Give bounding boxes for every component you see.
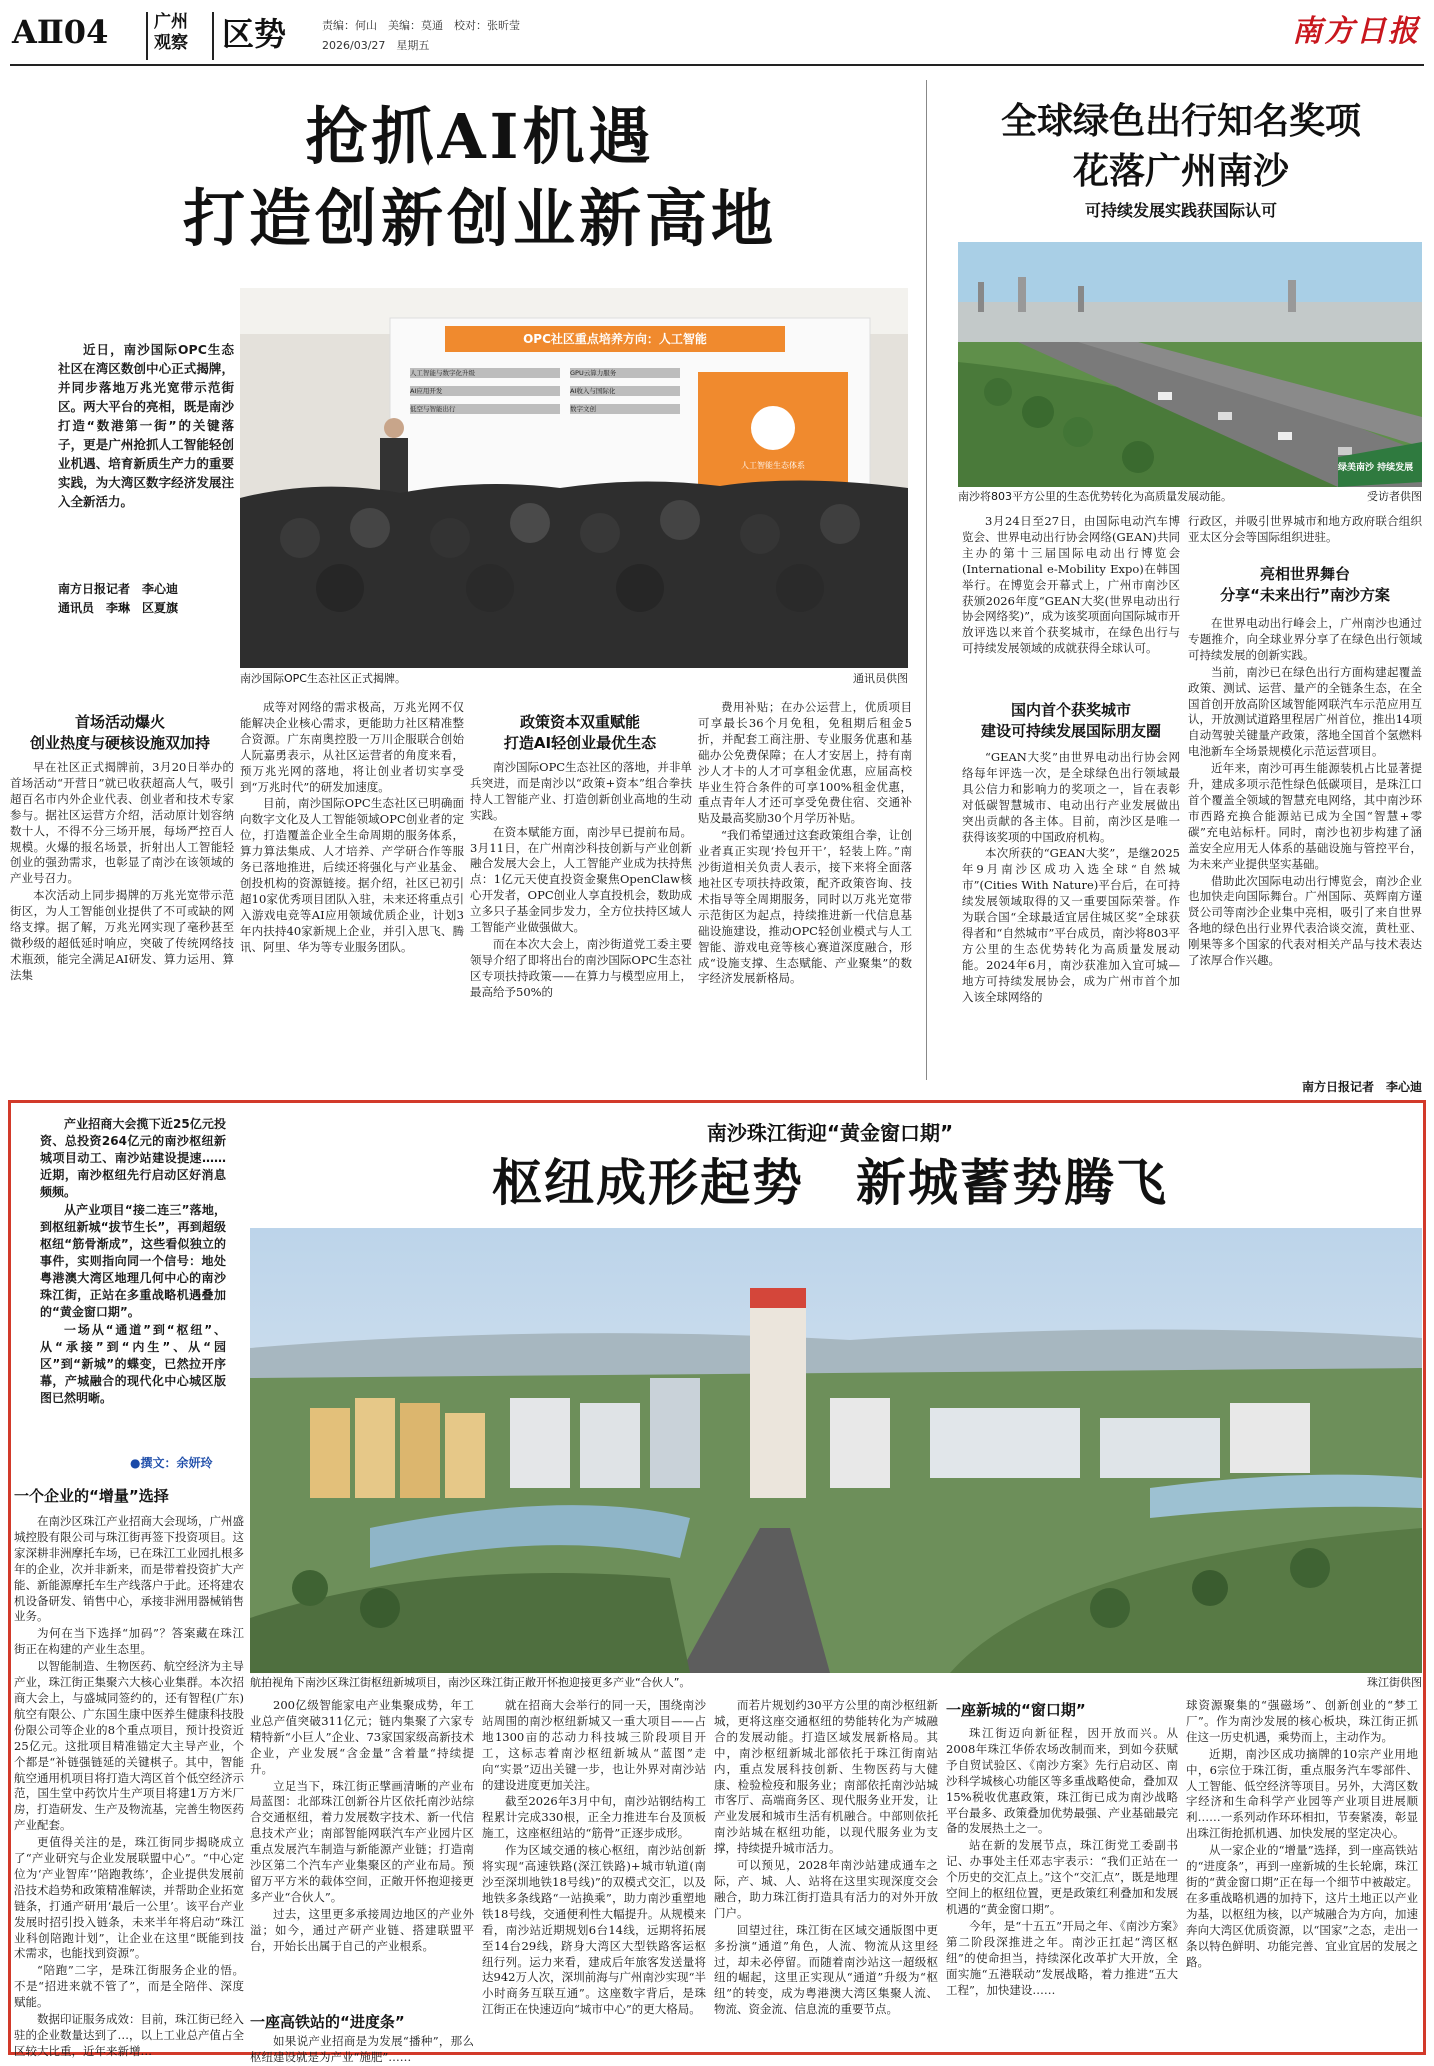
right-col1-subhead-line2: 建设可持续发展国际朋友圈 <box>980 722 1161 740</box>
right-col1-body-a <box>962 514 1180 688</box>
section-label-line2: 观察 <box>154 33 188 53</box>
sign-item: 低空与智能出行 <box>410 405 456 413</box>
paragraph: “GEAN大奖”由世界电动出行协会网络每年评选一次，是全球绿色出行领域最具公信力和影响力的奖项之一，旨在表彰对低碳智慧城市、电动出行产业发展做出突出贡献的各主体。目前，南沙区是唯一获得该奖项的中国政府机构。 <box>962 750 1180 844</box>
lead-headline <box>20 96 940 260</box>
right-col2-subhead-line2: 分享“未来出行”南沙方案 <box>1220 586 1390 604</box>
bottom-photo-caption <box>250 1676 1422 1690</box>
credits: 责编：何山 美编：莫通 校对：张昕莹 <box>322 19 520 32</box>
right-col2-body-b <box>1188 616 1422 1056</box>
paragraph: 立足当下，珠江街正擘画清晰的产业布局蓝图：北部珠江创新谷片区依托南沙站综合交通枢纽，着力发展数字技术、新一代信息技术产业；南部智能网联汽车产业园片区重点发展汽车制造与新能源产业链；打造南沙区第二个汽车产业集聚区的产业布局。预留万平方米的载体空间，正敞开怀抱迎接更多产业“合伙人”。 <box>250 1778 474 1904</box>
bottom-photo-scene <box>250 1228 1422 1673</box>
right-photo-sign: 绿美南沙 持续发展 <box>1338 463 1414 473</box>
masthead-rule <box>10 64 1424 66</box>
right-byline: 南方日报记者 李心迪 <box>1301 1080 1422 1094</box>
bottom-col2-body-b <box>250 2034 474 2064</box>
right-col2-body-a <box>1188 514 1422 554</box>
lead-photo-caption <box>240 672 908 686</box>
paragraph: 珠江街迈向新征程，因开放而兴。从2008年珠江华侨农场改制而来，到如今获赋予自贸试验区、《南沙方案》先行启动区、南沙科学城核心功能区等多重战略使命，叠加双15%税收优惠政策，珠江街已成为南沙战略平台最多、政策叠加优势最强、产业基础最完备的发展热土之一。 <box>946 1726 1178 1836</box>
paragraph: 数据印证服务成效：目前，珠江街已经入驻的企业数量达到了…，以上工业总产值占全区较大比重，近年来新增… <box>14 2012 244 2058</box>
masthead-divider-1 <box>146 12 148 60</box>
lead-col3-body <box>470 760 692 1100</box>
right-headline-line2: 花落广州南沙 <box>1072 150 1289 192</box>
paragraph: 更值得关注的是，珠江街同步揭晓成立了“产业研究与企业发展联盟中心”。“中心定位为‘产业智库’‘陪跑教练’，企业提供发展前沿技术趋势和政策精准解读，并帮助企业拓宽链条，打通产研用‘最后一公里’。该平台产业发展时招引投入链条，未来半年将启动“珠江业科创陪跑计划”，让企业在这里“既能到技术需求，也能找到资源”。 <box>14 1835 244 1961</box>
sign-item: 数字文创 <box>570 405 596 413</box>
lead-col1-subhead <box>10 712 230 754</box>
paragraph: 3月24日至27日，由国际电动汽车博览会、世界电动出行协会网络(GEAN)共同主办的第十三届国际电动出行博览会(International e-Mobility Expo)在韩国举行。在博览会开幕式上，广州市南沙区获颁2026年度“GEAN大奖(世界电动出行协会网络奖)”，成为该奖项面向国际城市开放评选以来首个获奖城市，在绿色出行与可持续发展领域的成就获得全球认可。 <box>962 514 1180 656</box>
right-photo-scene <box>958 242 1422 487</box>
right-subtitle: 可持续发展实践获国际认可 <box>1084 201 1277 220</box>
right-col2-subhead-line1: 亮相世界舞台 <box>1259 565 1350 583</box>
paragraph: 以智能制造、生物医药、航空经济为主导产业，珠江街正集聚六大核心业集群。本次招商大会上，与盛城同签约的，还有智程(广东)航空有限公、广东国生康中医养生健康科技股份限公司等企业的8个重点项目，预计投资近25亿元。这批项目精准锚定大主导产业，个个都是“补链强链延的关键棋子。其中，智能航空通用机项目将打造大湾区首个低空经济示范，国生堂中药饮片生产项目将建1万方米厂房，打造研发、生产及物流基，完善生物医药产业配套。 <box>14 1659 244 1833</box>
masthead-divider-2 <box>212 12 214 60</box>
column-separator <box>926 80 927 1080</box>
paragraph: 站在新的发展节点，珠江街党工委副书记、办事处主任邓志宇表示：“我们正站在一个历史的交汇点上。”这个“交汇点”，既是地理空间上的枢纽位置，更是政策红利叠加和发展机遇的“黄金窗口期”。 <box>946 1838 1178 1916</box>
lead-col1-subhead-line1: 首场活动爆火 <box>74 713 165 731</box>
lead-headline-line2: 打造创新创业新高地 <box>182 182 777 255</box>
sign-item: AI收入与国际化 <box>570 387 616 395</box>
bottom-col1-body <box>14 1514 244 2058</box>
section-label-line1: 广州 <box>154 12 188 32</box>
lead-photo-credit: 通讯员供图 <box>853 672 908 685</box>
paragraph: “陪跑”二字，是珠江街服务企业的悟。不是“招进来就不管了”，而是全陪伴、深度赋能。 <box>14 1963 244 2010</box>
paragraph: 成等对网络的需求极高，万兆光网不仅能解决企业核心需求，更能助力社区精准整合资源。广东南奥控股一万川企服联合创始人阮嘉勇表示，从社区运营者的角度来看，预万兆光网的落地，将让创业者切实享受到“万兆时代”的研发加速度。 <box>240 700 464 794</box>
lead-summary-text: 近日，南沙国际OPC生态社区在湾区数创中心正式揭牌，并同步落地万兆光宽带示范街区。两大平台的亮相，既是南沙打造“数港第一街”的关键落子，更是广州抢抓人工智能轻创业机遇、培育新质生产力的重要实践，为大湾区数字经济发展注入全新活力。 <box>58 342 234 509</box>
bottom-col5-subhead: 一座新城的“窗口期” <box>946 1701 1086 1719</box>
lead-byline-reporter: 南方日报记者 李心迪 <box>58 582 179 596</box>
paragraph: 球资源聚集的“强磁场”、创新创业的“梦工厂”。作为南沙发展的核心板块，珠江街正抓住这一历史机遇，乘势而上，主动作为。 <box>1186 1698 1418 1744</box>
bottom-col2-subhead: 一座高铁站的“进度条” <box>250 2013 405 2031</box>
lead-photo-caption-text: 南沙国际OPC生态社区正式揭牌。 <box>240 672 406 685</box>
paragraph: 作为区域交通的核心枢纽，南沙站创新将实现“高速铁路(深江铁路)+城市轨道(南沙至深圳地铁18号线)”的双模式交汇，以及地铁多条线路“一站换乘”，助力南沙重塑地铁18号线，交通便利性大幅提升。从规模来看，南沙站近期规划6台14线，远期将拓展至14台29线，跻身大湾区大型铁路客运枢纽行列。运力来看，建成后年旅客发送量将达942万人次，深圳前海与广州南沙实现“半小时商务互联互通”。这座数字背后，是珠江街正在快速迈向“城市中心”的更大格局。 <box>482 1843 706 2017</box>
paragraph: 费用补贴；在办公运营上，优质项目可享最长36个月免租，免租期后租金5折，并配套工商注册、专业服务优惠和基础办公免费保障；在人才安居上，持有南沙人才卡的人才可享租金优惠，应届高校毕业生符合条件的可享100%租金优惠，重点青年人才还可享受免费住宿、交通补贴及最高奖励30个月学历补贴。 <box>698 700 912 826</box>
lead-photo <box>240 288 908 668</box>
newspaper-logo: 南方日报 <box>1292 14 1420 49</box>
bottom-photo-caption-text: 航拍视角下南沙区珠江街枢纽新城项目，南沙区珠江街正敞开怀抱迎接更多产业“合伙人”。 <box>250 1676 691 1689</box>
bottom-photo <box>250 1228 1422 1673</box>
paragraph: 本次所获的“GEAN大奖”，是继2025年9月南沙区成功入选全球“自然城市”(Cities With Nature)平台后，在可持续发展领域取得的又一重要国际荣誉。作为联合国“全球最适宜居住城区奖”全球获得者和“自然城市”平台成员，南沙将803平方公里的生态优势转化为高质量发展动能。2024年6月，南沙获准加入宜可城—地方可持续发展协会，成为广州市首个加入该全球网络的 <box>962 846 1180 1004</box>
section-name: 区势 <box>222 15 287 53</box>
bottom-col5-body <box>946 1726 1178 2052</box>
paragraph: 在南沙区珠江产业招商大会现场，广州盛城控股有限公司与珠江街再签下投资项目。这家深耕非洲摩托车场，已在珠江工业园扎根多年的企业，次并非新来，而是带着投资扩大产能、新能源摩托车生产线落户于此。还将建农机设备研发、销售中心，承接非洲用器械销售业务。 <box>14 1514 244 1624</box>
sign-item: 人工智能与数字化升级 <box>410 369 475 377</box>
paragraph: 在资本赋能方面，南沙早已提前布局。3月11日，在广州南沙科技创新与产业创新融合发展大会上，人工智能产业成为扶持焦点：1亿元天使直投资金聚焦OpenClaw核心开发者，OPC创业人享直投机会，数助成立多只子基金同步发力，全方位扶持区域人工智能产业做强做大。 <box>470 824 692 935</box>
section-label <box>154 12 188 54</box>
bottom-col4-body <box>714 1698 938 2052</box>
right-col1-subhead <box>962 700 1180 742</box>
bottom-author: ●撰文：余妍玲 <box>130 1456 213 1470</box>
lead-photo-screen-text: 人工智能生态体系 <box>741 461 805 470</box>
lead-photo-sign: OPC社区重点培养方向：人工智能 <box>523 332 707 346</box>
bottom-photo-credit: 珠江街供图 <box>1367 1676 1422 1689</box>
paragraph: 截至2026年3月中旬，南沙站钢结构工程累计完成330根，正全力推进车台及顶板施工，这座枢纽站的“筋骨”正逐步成形。 <box>482 1794 706 1841</box>
paragraph: 从一家企业的“增量”选择，到一座高铁站的“进度条”，再到一座新城的生长轮廓，珠江街的“黄金窗口期”正在每一个细节中被敲定。在多重战略机遇的加持下，这片土地正以产业为基，以枢纽为核，以产城融合为方向，加速奔向大湾区优质资源，以“国家”之态，走出一条以特色鲜明、功能完善、宜业宜居的发展之路。 <box>1186 1843 1418 1969</box>
right-photo-caption <box>958 490 1422 504</box>
right-photo <box>958 242 1422 487</box>
bottom-kicker: 南沙珠江街迎“黄金窗口期” <box>706 1121 954 1145</box>
bottom-col6-body <box>1186 1698 1418 2052</box>
paragraph: 借助此次国际电动出行博览会，南沙企业也加快走向国际舞台。广州国际、英辉南方谨贤公司等南沙企业集中亮相，吸引了来自世界各地的绿色出行业界代表洽谈交流，黄杜亚、刚果等多个国家的代表对相关产品与技术表达了浓厚合作兴趣。 <box>1188 873 1422 968</box>
right-photo-credit: 受访者供图 <box>1367 490 1422 503</box>
issue-date: 2026/03/27 星期五 <box>322 39 430 52</box>
sign-item: GPU云算力服务 <box>570 369 617 377</box>
lead-col3-subhead <box>470 712 690 754</box>
paragraph: 早在社区正式揭牌前，3月20日举办的首场活动“开营日”就已收获超高人气，吸引超百名市内外企业代表、创业者和技术专家参与。据社区运营方介绍，活动原计划容纳数十人，不得不分三场开展，每场严控百人规模。火爆的报名场景，折射出人工智能轻创业的强劲需求，也彰显了南沙在该领域的产业号召力。 <box>10 760 234 886</box>
page-number: AⅡ04 <box>12 13 109 51</box>
lead-col4-body <box>698 700 912 1100</box>
paragraph: “我们希望通过这套政策组合拳，让创业者真正实现‘拎包开干’，轻装上阵。”南沙街道相关负责人表示，接下来将全面落地社区专项扶持政策，配齐政策咨询、技术指导等全周期服务，同时以万兆光宽带示范街区为起点，持续推进新一代信息基础设施建设，推动OPC轻创业模式与人工智能、游戏电竞等核心赛道深度融合，形成“设施支撑、生态赋能、产业聚集”的数字经济发展新格局。 <box>698 828 912 986</box>
right-col1-body-b <box>962 750 1180 1100</box>
lead-byline <box>58 580 234 618</box>
lead-col2-body <box>240 700 464 1100</box>
lead-col3-subhead-line1: 政策资本双重赋能 <box>519 713 640 731</box>
right-photo-caption-text: 南沙将803平方公里的生态优势转化为高质量发展动能。 <box>958 490 1232 503</box>
paragraph: 而在本次大会上，南沙街道党工委主要领导介绍了即将出台的南沙国际OPC生态社区专项扶持政策——在算力与模型应用上，最高给予50%的 <box>470 936 692 999</box>
paragraph: 回望过往，珠江街在区域交通版图中更多扮演“通道”角色，人流、物流从这里经过，却未必停留。而随着南沙站这一超级枢纽的崛起，这里正实现从“通道”升级为“枢纽”的转变，成为粤港澳大湾区集聚人流、物流、资金流、信息流的重要节点。 <box>714 1922 938 2017</box>
paragraph: 而若片规划约30平方公里的南沙枢纽新城，更将这座交通枢纽的势能转化为产城融合的发展动能。打造区域发展新格局。其中，南沙枢纽新城北部依托于珠江街南站内，重点发展科技创新、生物医药与大健康、检验检疫和服务业；南部依托南沙站城市客厅、高端商务区、现代服务业开发，让产业发展和城市生活有机融合。中部则依托南沙站城在枢纽功能，以现代服务业为支撑，持续提升城市活力。 <box>714 1698 938 1856</box>
paragraph: 在世界电动出行峰会上，广州南沙也通过专题推介，向全球业界分享了在绿色出行领域可持续发展的创新实践。 <box>1188 616 1422 662</box>
lead-col3-subhead-line2: 打造AI轻创业最优生态 <box>503 734 657 752</box>
right-col2-subhead <box>1188 564 1422 606</box>
paragraph: 南沙国际OPC生态社区的落地，并非单兵突进，而是南沙以“政策+资本”组合拳扶持人工智能产业、打造创新创业高地的生动实践。 <box>470 760 692 822</box>
paragraph: 如果说产业招商是为发展“播种”，那么枢纽建设就是为产业“施肥”…… <box>250 2034 474 2064</box>
lead-headline-line1: 抢抓AI机遇 <box>305 100 655 173</box>
paragraph: 为何在当下选择“加码”？答案藏在珠江街正在构建的产业生态里。 <box>14 1626 244 1657</box>
right-headline <box>936 96 1426 196</box>
lead-summary <box>58 340 234 512</box>
lead-photo-sign-list <box>410 364 690 418</box>
paragraph: 近期，南沙区成功摘牌的10宗产业用地中，6宗位于珠江街，重点服务汽车零部件、人工智能、低空经济等项目。另外，大湾区数字经济和生命科学产业园等产业项目进展顺利……一系列动作环环相扣，节奏紧凑，彰显出珠江街抢抓机遇、加快发展的坚定决心。 <box>1186 1746 1418 1841</box>
right-headline-line1: 全球绿色出行知名奖项 <box>1000 100 1361 142</box>
bottom-headline: 枢纽成形起势 新城蓄势腾飞 <box>492 1153 1168 1212</box>
paragraph: 200亿级智能家电产业集聚成势，年工业总产值突破311亿元；链内集聚了六家专精特新“小巨人”企业、73家国家级高新技术企业，产业发展“含金量”含着量“持续提升。 <box>250 1698 474 1776</box>
paragraph: 产业招商大会揽下近25亿元投资、总投资264亿元的南沙枢纽新城项目动工、南沙站建设提速……近期，南沙枢纽先行启动区好消息频频。 <box>40 1117 226 1199</box>
paragraph: 从产业项目“接二连三”落地，到枢纽新城“拔节生长”，再到超级枢纽“筋骨渐成”，这些看似独立的事件，实则指向同一个信号：地处粤港澳大湾区地理几何中心的南沙珠江街，正站在多重战略机遇叠加的“黄金窗口期”。 <box>40 1203 226 1319</box>
paragraph: 目前，南沙国际OPC生态社区已明确面向数字文化及人工智能领域OPC创业者的定位，打造覆盖企业全生命周期的服务体系，算力算法集成、人才培养、产学研合作等服务已落地推进，后续还将强化与产业基金、创投机构的资源链接。据介绍，社区已初引超10家优秀项目团队入驻，未来还将重点引入游戏电竞等AI应用领域优质企业，计划3年内扶持40家新规上企业，并引入思飞、腾讯、阿里、华为等专业服务团队。 <box>240 796 464 954</box>
paragraph: 今年，是“十五五”开局之年、《南沙方案》第二阶段深推进之年。南沙正扛起“湾区枢纽”的使命担当，持续深化改革扩大开放，全面实施“五港联动”发展战略，着力推进“五大工程”，加快建设…… <box>946 1918 1178 1997</box>
bottom-col3-body <box>482 1698 706 2052</box>
lead-col1-body <box>10 760 234 1100</box>
bottom-intro <box>40 1116 226 1446</box>
lead-col1-subhead-line2: 创业热度与硬核设施双加持 <box>29 734 210 752</box>
paragraph: 本次活动上同步揭牌的万兆光宽带示范街区，为人工智能创业提供了不可或缺的网络支撑。据了解，万兆光网实现了毫秒甚至微秒级的超低延时响应，突破了传统网络技术瓶颈，能完全满足AI研发、算力运用、算法集 <box>10 888 234 982</box>
paragraph: 一场从“通道”到“枢纽”、从“承接”到“内生”、从“园区”到“新城”的蝶变，已然拉开序幕，产城融合的现代化中心城区版图已然明晰。 <box>40 1323 226 1405</box>
paragraph: 就在招商大会举行的同一天，围绕南沙站周围的南沙枢纽新城又一重大项目——占地1300亩的芯动力科技城三阶段项目开工，这标志着南沙枢纽新城从“蓝图”走向“实景”迈出关键一步，也让外界对南沙站的建设进度更加关注。 <box>482 1698 706 1792</box>
paragraph: 当前，南沙已在绿色出行方面构建起覆盖政策、测试、运营、量产的全链条生态，在全国首创开放高阶区域智能网联汽车示范应用互认，开放测试道路里程居广州首位，推出14项自动驾驶关键量产政策，落地全国首个氢燃料电池新车全场景规模化示范运营项目。 <box>1188 664 1422 759</box>
lead-byline-correspondent: 通讯员 李琳 区夏旗 <box>58 601 179 615</box>
sign-item: AI应用开发 <box>410 387 443 395</box>
right-col1-subhead-line1: 国内首个获奖城市 <box>1010 701 1131 719</box>
bottom-col2-body <box>250 1698 474 2008</box>
paragraph: 近年来，南沙可再生能源装机占比显著提升，建成多项示范性绿色低碳项目，是珠江口首个覆盖全领域的智慧充电网络，其中南沙环市西路充换合能源站已成为全国“智慧+零碳”充电站标杆。同时，南沙也初步构建了涵盖安全应用无人体系的基础设施与管控平台，为未来产业提供坚实基础。 <box>1188 761 1422 871</box>
bottom-col1-subhead: 一个企业的“增量”选择 <box>14 1487 169 1505</box>
paragraph: 过去，这里更多承接周边地区的产业外溢；如今，通过产研产业链、搭建联盟平台，开始长出属于自己的产业根系。 <box>250 1906 474 1953</box>
paragraph: 可以预见，2028年南沙站建成通车之际，产、城、人、站将在这里实现深度交会融合，助力珠江街打造具有活力的对外开放门户。 <box>714 1858 938 1920</box>
paragraph: 行政区，并吸引世界城市和地方政府联合组织亚太区分会等国际组织进驻。 <box>1188 514 1422 544</box>
